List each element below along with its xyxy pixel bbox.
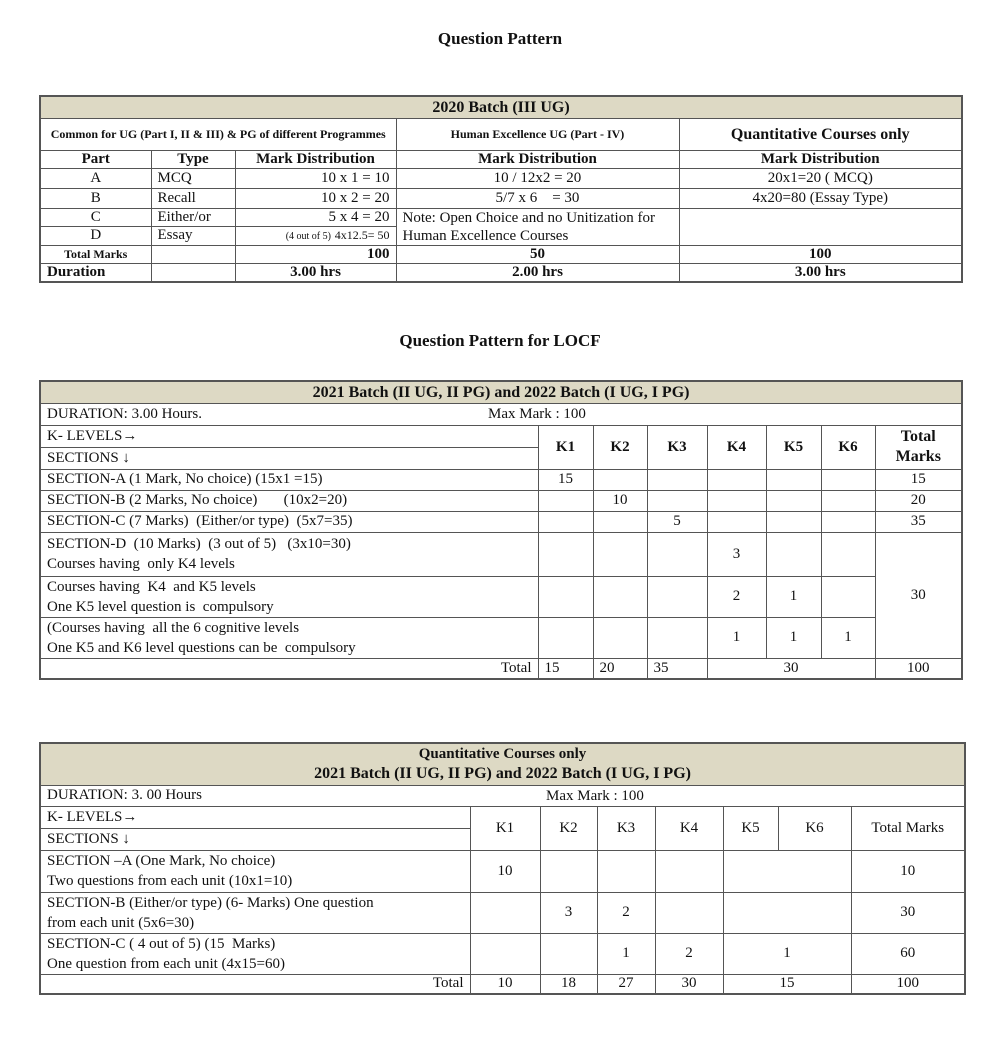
section-label [40, 850, 470, 892]
k-cell: 1 [821, 617, 875, 658]
total-cell: 60 [851, 933, 965, 974]
section-d-total: 30 [875, 532, 962, 658]
k1-cell [470, 892, 540, 933]
k-cell: 15 [538, 469, 593, 490]
locf-title: Question Pattern for LOCF [399, 331, 601, 350]
section-d-row [40, 617, 962, 658]
section-label [40, 933, 470, 974]
k-cell [707, 511, 766, 532]
total-row [40, 245, 962, 263]
total-cell: 10 [851, 850, 965, 892]
table-row [40, 208, 962, 226]
total-k4: 30 [655, 974, 723, 994]
human-cell: 5/7 x 6 = 30 [396, 188, 679, 208]
total-cell: 15 [875, 469, 962, 490]
k-header: K2 [540, 806, 597, 850]
k2-cell: 3 [540, 892, 597, 933]
k-header: K1 [470, 806, 540, 850]
sections-label: SECTIONS ↓ [40, 828, 470, 850]
table-row [40, 933, 965, 974]
k-cell [538, 490, 593, 511]
duration-row [40, 263, 962, 282]
grand-total: 100 [851, 974, 965, 994]
k-cell [538, 617, 593, 658]
total-k3: 35 [647, 658, 707, 679]
k-header: K6 [821, 425, 875, 469]
k-cell [593, 617, 647, 658]
k3-cell: 1 [597, 933, 655, 974]
k4-cell [655, 850, 723, 892]
k-cell: 1 [707, 617, 766, 658]
k-cell [766, 469, 821, 490]
k-cell [593, 511, 647, 532]
type-cell: Recall [151, 188, 235, 208]
k3-cell: 2 [597, 892, 655, 933]
table-locf [39, 380, 963, 680]
duration-human: 2.00 hrs [396, 263, 679, 282]
k-cell: 2 [707, 576, 766, 617]
duration-text: DURATION: 3.00 Hours. [47, 405, 202, 422]
sections-label: SECTIONS ↓ [40, 447, 538, 469]
type-cell: Either/or [151, 208, 235, 226]
label-line2: from each unit (5x6=30) [47, 914, 195, 931]
k-cell: 1 [766, 617, 821, 658]
table-row [40, 469, 962, 490]
group-common-header: Common for UG (Part I, II & III) & PG of different Programmes [40, 118, 396, 150]
col-mark-dist-common: Mark Distribution [235, 150, 396, 168]
k-cell [821, 490, 875, 511]
section-label: SECTION-C (7 Marks) (Either/or type) (5x7=35) [40, 511, 538, 532]
label-line2: One K5 and K6 level questions can be compulsory [47, 639, 356, 656]
total-cell: 20 [875, 490, 962, 511]
quant-cell: 4x20=80 (Essay Type) [679, 188, 962, 208]
k-cell [647, 490, 707, 511]
type-cell: MCQ [151, 168, 235, 188]
section-label [40, 892, 470, 933]
k1-cell: 10 [470, 850, 540, 892]
col-mark-dist-quant: Mark Distribution [679, 150, 962, 168]
k-cell [647, 532, 707, 576]
k-cell [821, 532, 875, 576]
k1-cell [470, 933, 540, 974]
k-cell [593, 469, 647, 490]
duration-label: Duration [40, 263, 151, 282]
duration-row [40, 403, 962, 425]
table-quantitative [39, 742, 966, 995]
part-cell: B [40, 188, 151, 208]
k56-cell: 1 [723, 933, 851, 974]
label-line2: Two questions from each unit (10x1=10) [47, 873, 293, 889]
k-cell: 10 [593, 490, 647, 511]
total-label: Total [40, 974, 470, 994]
label-line1: SECTION-B (Either/or type) (6- Marks) One question [47, 894, 374, 911]
k-header: K1 [538, 425, 593, 469]
k-header: K3 [597, 806, 655, 850]
quant-header [40, 743, 965, 785]
grand-total: 100 [875, 658, 962, 679]
total-label: Total Marks [40, 245, 151, 263]
k-cell [821, 576, 875, 617]
k-cell [538, 532, 593, 576]
total-k1: 15 [538, 658, 593, 679]
table-row [40, 892, 965, 933]
k-header: K5 [766, 425, 821, 469]
total-row [40, 658, 962, 679]
common-cell: 10 x 2 = 20 [235, 188, 396, 208]
table-row [40, 850, 965, 892]
k-cell [707, 490, 766, 511]
section-d-label [40, 576, 538, 617]
page-title: Question Pattern [437, 29, 563, 48]
col-mark-dist-human: Mark Distribution [396, 150, 679, 168]
common-cell: 10 x 1 = 10 [235, 168, 396, 188]
k-cell [707, 469, 766, 490]
duration-text: DURATION: 3. 00 Hours [47, 787, 202, 803]
human-cell: 10 / 12x2 = 20 [396, 168, 679, 188]
section-d-row [40, 532, 962, 576]
k2-cell [540, 850, 597, 892]
total-cell: 30 [851, 892, 965, 933]
quant-empty-cell [679, 208, 962, 245]
total-k456: 30 [707, 658, 875, 679]
table-row [40, 188, 962, 208]
human-note-cell [396, 208, 679, 245]
total-label: Total [40, 658, 538, 679]
k2-cell [540, 933, 597, 974]
total-k56: 15 [723, 974, 851, 994]
label-line1: SECTION-D (10 Marks) (3 out of 5) (3x10=30) [47, 536, 351, 552]
total-k2: 20 [593, 658, 647, 679]
k-header: K4 [707, 425, 766, 469]
total-human: 50 [396, 245, 679, 263]
total-cell: 35 [875, 511, 962, 532]
duration-row [40, 785, 965, 806]
k56-cell [723, 892, 851, 933]
header-line1: Quantitative Courses only [418, 746, 587, 763]
group-quant-header: Quantitative Courses only [679, 118, 962, 150]
k-cell: 5 [647, 511, 707, 532]
k-header: K6 [778, 806, 851, 850]
k-header: K4 [655, 806, 723, 850]
k56-cell [723, 850, 851, 892]
common-cell: 5 x 4 = 20 [235, 208, 396, 226]
common-cell [235, 226, 396, 245]
k-cell [766, 532, 821, 576]
total-row [40, 974, 965, 994]
total-marks-header: Total Marks [851, 806, 965, 850]
k-cell [766, 490, 821, 511]
type-cell: Essay [151, 226, 235, 245]
k-cell: 1 [766, 576, 821, 617]
k-header: K3 [647, 425, 707, 469]
human-note-line1: Note: Open Choice and no Unitization for [402, 209, 655, 226]
k-cell [593, 576, 647, 617]
k-header: K5 [723, 806, 778, 850]
k-cell [821, 511, 875, 532]
k-cell [538, 511, 593, 532]
header-line2: 2021 Batch (II UG, II PG) and 2022 Batch (I UG, I PG) [314, 765, 691, 783]
k4-cell [655, 892, 723, 933]
label-line1: SECTION –A (One Mark, No choice) [47, 853, 276, 869]
quant-cell: 20x1=20 ( MCQ) [679, 168, 962, 188]
k-header: K2 [593, 425, 647, 469]
k4-cell: 2 [655, 933, 723, 974]
total-k1: 10 [470, 974, 540, 994]
total-k3: 27 [597, 974, 655, 994]
human-note-line2: Human Excellence Courses [402, 227, 569, 244]
max-mark-text: Max Mark : 100 [546, 787, 644, 804]
part-cell: D [40, 226, 151, 245]
part-cell: C [40, 208, 151, 226]
duration-common: 3.00 hrs [235, 263, 396, 282]
batch-header: 2021 Batch (II UG, II PG) and 2022 Batch (I UG, I PG) [40, 381, 962, 403]
section-d-label [40, 532, 538, 576]
k-levels-label: K- LEVELS→ [40, 806, 470, 828]
common-value: 4x12.5= 50 [334, 227, 390, 242]
duration-quant: 3.00 hrs [679, 263, 962, 282]
common-prefix: (4 out of 5) [285, 230, 331, 242]
group-human-header: Human Excellence UG (Part - IV) [396, 118, 679, 150]
total-k2: 18 [540, 974, 597, 994]
section-label: SECTION-A (1 Mark, No choice) (15x1 =15) [40, 469, 538, 490]
table-2020-batch [39, 95, 963, 283]
k-levels-label: K- LEVELS→ [40, 425, 538, 447]
k-cell [647, 617, 707, 658]
label-line1: (Courses having all the 6 cognitive levels [47, 619, 300, 636]
empty-cell [151, 263, 235, 282]
empty-cell [151, 245, 235, 263]
k-cell: 3 [707, 532, 766, 576]
k-cell [821, 469, 875, 490]
label-line2: One question from each unit (4x15=60) [47, 955, 285, 972]
label-line2: Courses having only K4 levels [47, 556, 235, 572]
total-common: 100 [235, 245, 396, 263]
total-marks-header: Total Marks [875, 425, 962, 469]
table-row [40, 511, 962, 532]
section-d-row [40, 576, 962, 617]
table-row [40, 490, 962, 511]
label-line1: Courses having K4 and K5 levels [47, 578, 256, 595]
k-cell [593, 532, 647, 576]
label-line1: SECTION-C ( 4 out of 5) (15 Marks) [47, 935, 276, 952]
k-cell [647, 469, 707, 490]
col-part: Part [40, 150, 151, 168]
batch-header: 2020 Batch (III UG) [40, 96, 962, 118]
k3-cell [597, 850, 655, 892]
col-type: Type [151, 150, 235, 168]
label-line2: One K5 level question is compulsory [47, 598, 274, 615]
k-cell [538, 576, 593, 617]
max-mark-text: Max Mark : 100 [488, 405, 586, 422]
section-d-label [40, 617, 538, 658]
part-cell: A [40, 168, 151, 188]
total-quant: 100 [679, 245, 962, 263]
k-cell [647, 576, 707, 617]
k-cell [766, 511, 821, 532]
table-row [40, 168, 962, 188]
section-label: SECTION-B (2 Marks, No choice) (10x2=20) [40, 490, 538, 511]
